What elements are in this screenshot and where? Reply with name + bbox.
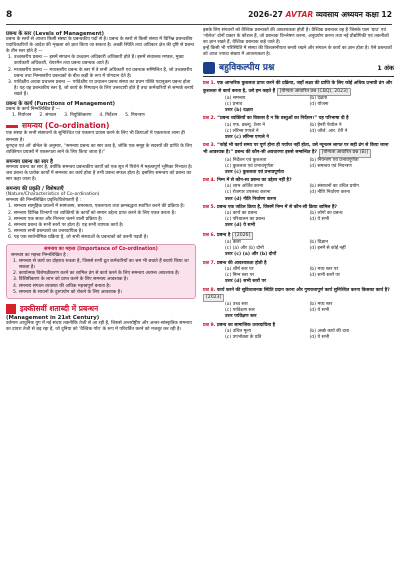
option: (c) उपभोक्ता के प्रति bbox=[225, 334, 262, 340]
running-title bbox=[248, 10, 392, 20]
para: एक संस्था के सभी संसाधनों के सुनिश्चित एवं एकरूप प्रयास करने के लिए भी क्रियाओं में एकरूपता लाना ही समन्वय है। bbox=[6, 131, 185, 143]
option: (d) ये सभी bbox=[309, 308, 330, 314]
para: इसके लिए संगठनों को वैश्विक प्रबन्धकों की आवश्यकता होती है। वैश्विक प्रबन्धक वह है जिसके पास 'ग्राउ' एवं 'नोलेज' दोनों प्रकार के कौशल हैं, जो प्रबन्धक विश्लेषण करना, अनुप्रयोग करना तथा नई प्रौद्योगिकी एवं तकनीकों का ज्ञान रखते हैं, वैश्विक प्रबन्धक कहे जाते हैं। bbox=[203, 28, 389, 46]
question-body: एक आन्तरिक कुशलता प्राप्त करने की प्रक्रिया, जहाँ लक्ष्य की प्राप्ति के लिए कोई अधिक प्रभावी ढंग और कुशलता से कार्य करता है, उसे हम कहते हैं bbox=[203, 81, 393, 94]
option: (b) मध्य स्तर bbox=[309, 301, 333, 307]
box-title: समन्वय का महत्त्व (Importance of Co-ordination) bbox=[44, 247, 158, 252]
section-bar-icon bbox=[6, 125, 18, 128]
functions-list bbox=[6, 113, 196, 119]
question-text bbox=[203, 81, 394, 95]
source-tag: [2026] bbox=[232, 232, 253, 240]
option: (c) कुशलता एवं प्रभावपूर्णता bbox=[225, 163, 274, 169]
heading-functions: प्रबन्ध के कार्य (Functions of Management) bbox=[6, 101, 115, 108]
question-number: प्रश्न 4. bbox=[203, 178, 216, 184]
box-item: 2. कार्यात्मक विशेषज्ञीकरण करने का शामिल ढंग से कार्य करने के लिए समन्वय अत्यन्त आवश्यक है। bbox=[13, 271, 180, 277]
option: (a) उचित मूल्य bbox=[225, 328, 252, 334]
options bbox=[203, 96, 394, 108]
heading-sub: (Nature/Characteristics of Co-ordination) bbox=[6, 192, 100, 198]
option: (a) कार्य का प्रबन्ध bbox=[225, 211, 258, 217]
question-body: प्रबन्ध है bbox=[217, 233, 231, 239]
section-coordination bbox=[6, 123, 196, 129]
para: प्रबन्ध के कार्य निम्नलिखित हैं — bbox=[6, 107, 61, 113]
question-text bbox=[203, 232, 394, 240]
question-block bbox=[203, 261, 394, 285]
options bbox=[203, 211, 394, 223]
brand-logo: AVTAR bbox=[285, 10, 314, 19]
header-rule bbox=[6, 24, 392, 25]
list-item: 3. समन्वय एक सतत और निरन्तर चलने वाली प्रक्रिया है। bbox=[8, 216, 103, 222]
para: समन्वय प्रबन्ध का सार है, क्योंकि समन्वय प्रबन्धकीय कार्यों को एक सूत्र में पिरोने में महत्त्वपूर्ण भूमिका निभाता है। जब प्रबन्ध के प्रत्येक कार्यों में समन्वय का कार्य होता है तभी प्रबन्ध सफल होता है। इसलिए समन्वय को प्रबन्ध का सार कहा जाता है। bbox=[6, 164, 193, 183]
option: (a) एफ. डब्ल्यू. टेलर ने bbox=[225, 122, 265, 128]
answer: उत्तर (d) ये सभी bbox=[225, 223, 256, 229]
option: (d) योजना bbox=[309, 101, 329, 107]
option: (a) शीर्ष स्तर पर bbox=[225, 267, 254, 272]
list-item: 2. समन्वय विभिन्न विभागों एवं व्यक्तियों के कार्यों को समान उद्देश्य प्राप्त करने के लिए एकत्र करता है। bbox=[8, 210, 176, 216]
year: 2026-27 bbox=[248, 10, 283, 19]
option: (b) दक्षता bbox=[309, 95, 328, 101]
question-number: प्रश्न 9. bbox=[203, 322, 216, 328]
option: (c) परिचालन का प्रबन्ध bbox=[225, 217, 265, 223]
section-title: इक्कीसवीं शताब्दी में प्रबन्धन bbox=[20, 303, 99, 313]
option: (a) लाभ अर्जित करना bbox=[225, 184, 264, 190]
box-item: 3. विशिष्टीकरण के लाभ को प्राप्त करने के लिए समन्वय आवश्यक है। bbox=[13, 277, 129, 283]
option: (b) नियन्त्रण एवं प्रभावपूर्णता bbox=[309, 157, 359, 163]
question-body: कार्य करने की सुविधाजनक स्थिति प्रदान करना और गुणवत्तापूर्ण कार्य सुनिश्चित करना किसका कार्य है? bbox=[217, 287, 390, 293]
options bbox=[203, 123, 394, 135]
option: (d) ये सभी bbox=[309, 217, 330, 223]
question-number: प्रश्न 2. bbox=[203, 116, 216, 122]
list-item: 1. समन्वय सामूहिक प्रयत्नों में सामंजस्य, समरसता, एकरूपता तथा क्रमबद्धता स्थापित करने की प्रक्रिया है। bbox=[8, 204, 185, 210]
answer: उत्तर (b) दक्षता bbox=[225, 107, 253, 113]
list-item: 6. यह एक सार्वभौमिक प्रक्रिया है, जो सभी संस्थाओं के प्रबन्धकों को करनी पड़ती है। bbox=[8, 234, 149, 240]
option: (c) रोजगार उपलब्ध कराना bbox=[225, 190, 271, 196]
book-title: व्यवसाय अध्ययन कक्षा 12 bbox=[315, 10, 392, 19]
para: इन्हें किसी भी परिस्थिति में संस्था की विश्वसनीयता बनाये रखने और संगठन के कार्य का ज्ञान होता है। ऐसे प्रबन्धकों को आज ज्यादा संख्या में आवश्यकता है। bbox=[203, 46, 392, 58]
question-block bbox=[203, 81, 394, 113]
list-item: 3. पर्यवेक्षीय अथवा प्रचालन प्रबन्ध — पर्यवेक्षीय या प्रचालन प्रबन्ध संस्था का प्रथम पंक्ति पदानुक्रम प्रबन्ध होता है। यह वह प्रबन्धकीय स्तर है, जो कार्य के निष्पादन के लिए उत्तरदायी होते हैं तथा कर्मचारियों से सम्पर्क बनाये रखते हैं। bbox=[8, 79, 194, 97]
function-item: 2. संगठन bbox=[39, 113, 57, 119]
options bbox=[203, 240, 394, 252]
para: प्रबन्ध के स्तरों से आशय किसी संस्था के प्रबन्धकीय पदों से है। प्रबन्ध के स्तरों से किसी संस्था में विभिन्न प्रबन्धकीय पदाधिकारियों के आदेश की शृंखला को ज्ञात किया जा सकता है। अच्छी स्थिति तथा अधिकार क्षेत्र की दृष्टि से प्रबन्ध के तीन स्तर होते हैं — bbox=[6, 37, 195, 55]
list-item: 5. समन्वय सभी प्रबन्धकों का उत्तरदायित्व है। bbox=[8, 228, 83, 234]
option: (a) कला bbox=[225, 240, 241, 246]
question-body: “प्रबन्ध व्यक्तियों का विकास है न कि वस्तुओं का निर्देशन।” यह परिभाषा दी है bbox=[217, 116, 349, 122]
para: समन्वय की निम्नलिखित प्रवृत्ति/विशेषताएँ हैं : bbox=[6, 198, 82, 204]
question-number: प्रश्न 7. bbox=[203, 260, 216, 266]
option: (d) सभी स्तरों पर bbox=[309, 273, 340, 279]
answer: उत्तर पर्यवेक्षण स्तर bbox=[225, 314, 257, 320]
function-item: 4. निर्देशन bbox=[99, 113, 118, 119]
question-number: प्रश्न 6. bbox=[203, 233, 216, 239]
option: (d) ये सभी bbox=[309, 334, 330, 340]
box-item: 5. समन्वय के साधनों के दुरुपयोग को रोकने के लिए आवश्यक है। bbox=[13, 289, 122, 295]
heading: समन्वय की प्रकृति / विशेषताएँ bbox=[6, 186, 64, 193]
answer: उत्तर (c) लॉरेन्स एप्पले ने bbox=[225, 134, 269, 140]
options bbox=[203, 158, 394, 170]
question-body: “कोई भी कार्य समय पर पूर्ण होना ही पर्याप्त नहीं होता, उसे न्यूनतम लागत पर सही ढंग से किया जाना भी आवश्यक है।” प्रबन्ध की कौन-सी अवधारणा इससे सम्बन्धित है? bbox=[203, 143, 389, 156]
question-block bbox=[203, 232, 394, 258]
source-tag: [2023] bbox=[203, 294, 224, 302]
question-block bbox=[203, 178, 394, 202]
section-subtitle: (Management in 21st Century) bbox=[6, 314, 100, 321]
box-intro: समन्वय का महत्त्व निम्नलिखित है : bbox=[11, 253, 69, 259]
box-item: 1. समन्वय से कार्य का दोहराव रुकता है, जिससे सभी द्रुत कर्मचारियों का श्रम भी बचाते हैं बचाये किया जा सकता है। bbox=[13, 259, 189, 271]
question-number: प्रश्न 8. bbox=[203, 287, 216, 293]
para: वर्तमान आधुनिक युग में नई संचार तकनीकि तेजी से आ रही है, जिससे अन्तर्राष्ट्रीय और अन्तर-सांस्कृतिक समन्वय का दायरा तेजी से बढ़ रहा है, जो दुनिया को 'वैश्विक गाँव' के रूप में परिवर्तित करने को मजबूर कर रही है। bbox=[6, 320, 192, 332]
answer: उत्तर (d) सभी स्तरों पर bbox=[225, 279, 266, 285]
question-block bbox=[203, 323, 394, 341]
question-body: प्रबन्ध एक जटिल क्रिया है, जिसमें निम्न में से कौन-सी क्रिया शामिल है? bbox=[217, 205, 338, 211]
option: (c) प्रभाव bbox=[225, 101, 243, 107]
source-tag: [योग्यता आधारित प्रश्न (B)] bbox=[319, 149, 372, 157]
box-item: 4. समन्वय संगठन व्यवस्था की अधिक महत्त्वपूर्ण बनाता है। bbox=[13, 283, 111, 289]
option: (b) लोगों का प्रबन्ध bbox=[309, 211, 343, 217]
question-number: प्रश्न 1. bbox=[203, 81, 216, 87]
function-item: 5. नियन्त्रण bbox=[125, 113, 145, 119]
source-tag: [योग्यता आधारित प्रश्न (CBQ), 2023] bbox=[277, 88, 351, 96]
answer: उत्तर (c) कुशलता एवं प्रभावपूर्णता bbox=[225, 169, 284, 175]
page-header bbox=[6, 10, 392, 24]
question-block bbox=[203, 116, 394, 140]
option: (b) हेनरी फेयोल ने bbox=[309, 122, 342, 128]
mcq-header bbox=[203, 62, 394, 77]
question-number: प्रश्न 5. bbox=[203, 205, 216, 211]
right-column bbox=[203, 28, 394, 341]
answer: उत्तर (d) नीति निर्धारण करना bbox=[225, 196, 277, 202]
question-number: प्रश्न 3. bbox=[203, 143, 216, 149]
option: (d) नीति निर्धारण करना bbox=[309, 190, 351, 196]
importance-box bbox=[6, 244, 196, 299]
section-title: समन्वय (Co-ordination) bbox=[22, 121, 110, 131]
option: (c) निम्न स्तर पर bbox=[225, 273, 255, 279]
question-block bbox=[203, 143, 394, 175]
option: (c) पर्यवेक्षण स्तर bbox=[225, 308, 255, 314]
options bbox=[203, 184, 394, 196]
answer: उत्तर (c) (a) और (b) दोनों bbox=[225, 252, 277, 258]
question-block bbox=[203, 205, 394, 229]
list-item: 1. उच्चस्तरीय प्रबन्ध — इसमें संगठन के उच्चतम अधिकारी अधिकारी होते हैं। इसमें संचालक मण्डल, मुख्य कार्यकारी अधिकारी, चेयरमैन तथा प्रबन्ध प्रबन्धक आते हैं। bbox=[8, 55, 184, 67]
marks-label: 1 अंक bbox=[377, 64, 394, 73]
page-number: 8 bbox=[6, 10, 13, 20]
option: (c) (a) और (b) दोनों bbox=[225, 246, 264, 252]
question-body: प्रबन्ध का सामाजिक उत्तरदायित्व है bbox=[217, 322, 276, 328]
question-body: प्रबन्ध की आवश्यकता होती है bbox=[217, 260, 267, 266]
options bbox=[203, 329, 394, 341]
section-21st-century bbox=[6, 304, 196, 314]
question-text bbox=[203, 288, 394, 302]
options bbox=[203, 302, 394, 314]
options bbox=[203, 267, 394, 279]
option: (b) विज्ञान bbox=[309, 240, 328, 246]
option: (d) इनमें से कोई नहीं bbox=[309, 246, 346, 252]
left-column bbox=[6, 28, 196, 333]
option: (b) संसाधनों का उचित प्रयोग bbox=[309, 184, 359, 190]
option: (a) उच्च स्तर bbox=[225, 301, 248, 307]
function-item: 1. नियोजन bbox=[12, 113, 32, 119]
option: (b) अच्छे कार्य की दशा bbox=[309, 328, 350, 334]
list-item: 4. समन्वय प्रबन्ध के सभी स्तरों पर होता है। यह सभी व्यापक कार्य है। bbox=[8, 222, 124, 228]
question-text bbox=[203, 143, 394, 157]
para: कूण्ट्ज एवं ओ' डोनेल के अनुसार, “समन्वय प्रबन्ध का सार तत्व है, जोकि एक समूह के सदस्यों की प्राप्ति के लिए व्यक्तिगत प्रयासों में एकरूपता लाने के लिए किया जाता है।” bbox=[6, 143, 193, 155]
bullet-icon bbox=[6, 304, 16, 314]
function-item: 3. नियुक्तिकरण bbox=[64, 113, 92, 119]
question-list bbox=[203, 81, 394, 341]
option: (a) निर्देशन एवं कुशलता bbox=[225, 157, 267, 163]
question-body: निम्न में से कौन-सा प्रबन्ध का उद्देश्य नहीं है? bbox=[217, 178, 292, 184]
mcq-icon bbox=[203, 62, 215, 74]
option: (d) समन्वय एवं नियन्त्रण bbox=[309, 163, 352, 169]
option: (c) लॉरेन्स एप्पले ने bbox=[225, 128, 259, 134]
list-item: 2. मध्यस्तरीय प्रबन्ध — मध्यस्तरीय प्रबन्ध के स्तर में वे सभी अधिकारी एवं प्रबन्धक सम्मिलित हैं, जो उच्चस्तरीय प्रबन्ध तथा निम्नस्तरीय प्रबन्धकों के बीच कड़ी के रूप में योगदान देते हैं। bbox=[8, 67, 193, 79]
question-block bbox=[203, 288, 394, 320]
mcq-title: बहुविकल्पीय प्रश्न bbox=[219, 63, 275, 74]
option: (a) समन्वय bbox=[225, 95, 246, 101]
heading-levels: प्रबन्ध के स्तर (Levels of Management) bbox=[6, 31, 104, 37]
heading: समन्वय प्रबन्ध का सार है bbox=[6, 158, 53, 165]
option: (b) मध्य स्तर पर bbox=[309, 267, 339, 272]
option: (d) जॉर्ज. आर. टेरी ने bbox=[309, 128, 348, 134]
